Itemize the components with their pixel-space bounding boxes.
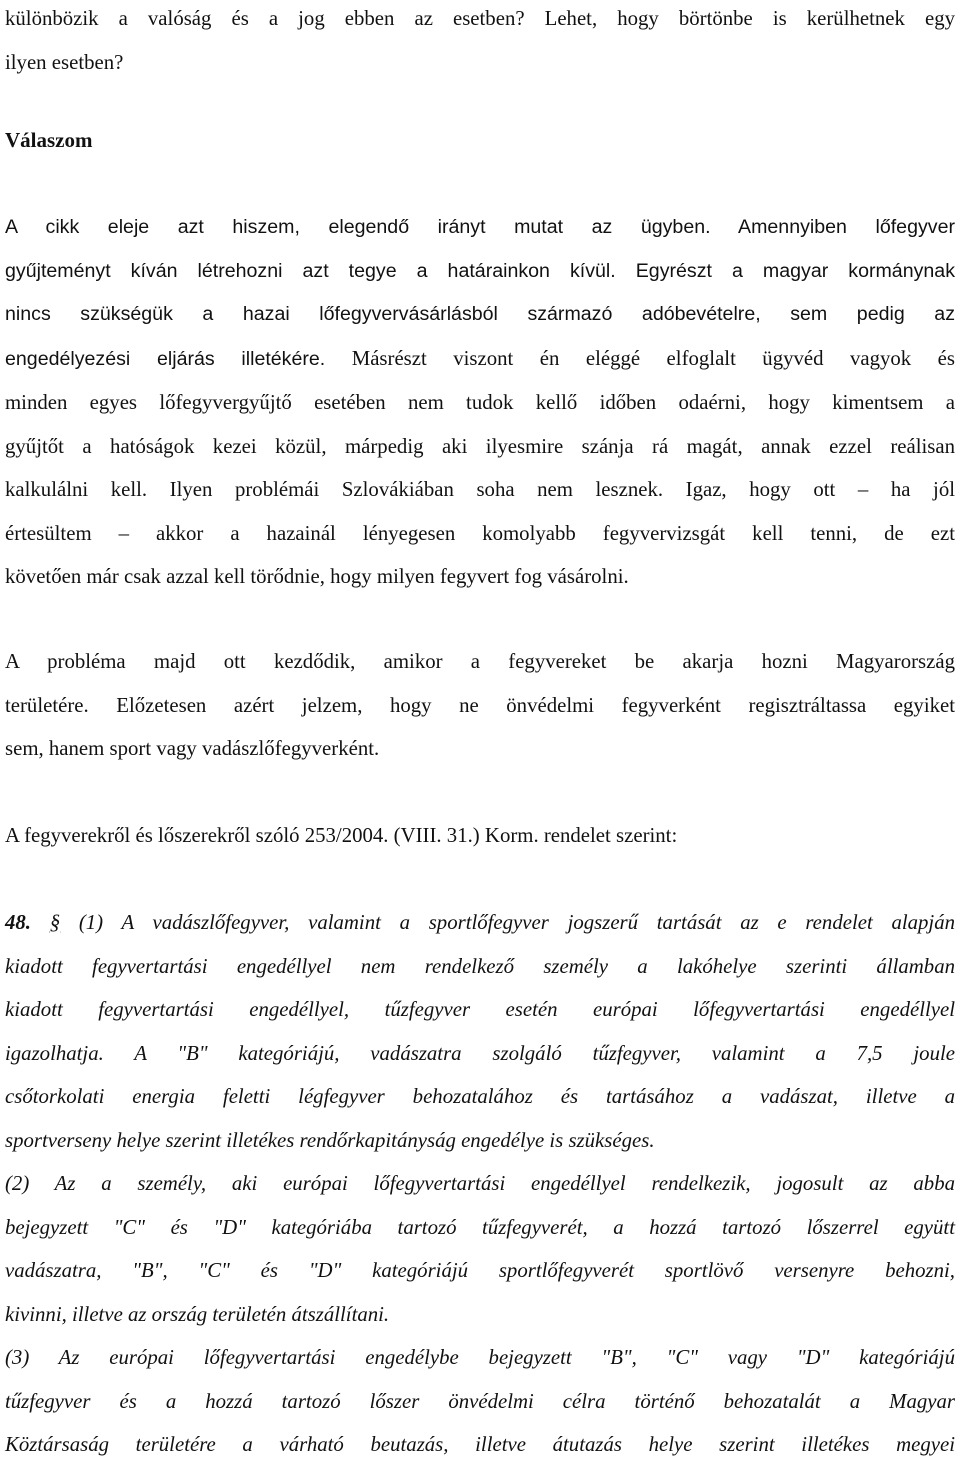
section48-p2-line-2: bejegyzett "C" és "D" kategóriába tartozó tűzfegyverét, a hozzá tartozó lőszerrel együtt — [5, 1215, 955, 1239]
paragraph1-line-1: A cikk eleje azt hiszem, elegendő irányt mutat az ügyben. Amennyiben lőfegyver — [5, 216, 955, 238]
section48-p2-line-3: vadászatra, "B", "C" és "D" kategóriájú sportlőfegyverét sportlövő versenyre behozni, — [5, 1259, 955, 1282]
paragraph1-line-2: gyűjteményt kíván létrehozni azt tegye a határainkon kívül. Egyrészt a magyar kormánynak — [5, 259, 955, 282]
section48-p1-line-1-text: (1) A vadászlőfegyver, valamint a sportlőfegyver jogszerű tartását az e rendelet alapján — [60, 911, 955, 934]
paragraph1-line-3: nincs szükségük a hazai lőfegyvervásárlásból származó adóbevételre, sem pedig az — [5, 303, 955, 325]
regulation-reference: A fegyverekről és lőszerekről szóló 253/2004. (VIII. 31.) Korm. rendelet szerint: — [5, 824, 678, 847]
paragraph2-line-2: területére. Előzetesen azért jelzem, hogy ne önvédelmi fegyverként regisztráltassa egyiket — [5, 693, 955, 717]
section48-p1-line-3: kiadott fegyvertartási engedéllyel, tűzfegyver esetén európai lőfegyvertartási engedéllyel — [5, 998, 955, 1021]
section-number: 48. — [5, 911, 31, 934]
section48-p1-line-4: igazolhatja. A "B" kategóriájú, vadászatra szolgáló tűzfegyver, valamint a 7,5 joule — [5, 1041, 955, 1065]
answer-heading: Válaszom — [5, 128, 93, 152]
paragraph1-line-4-serif: Másrészt viszont én eléggé elfoglalt ügyvéd vagyok és — [325, 346, 955, 370]
intro-question — [5, 0, 955, 84]
answer-paragraph-2 — [5, 640, 955, 771]
paragraph1-line-4 — [5, 337, 955, 382]
intro-line-1: különbözik a valóság és a jog ebben az esetben? Lehet, hogy börtönbe is kerülhetnek egy — [5, 7, 955, 30]
section48-p1-line-6: sportverseny helye szerint illetékes rendőrkapitányság engedélye is szükséges. — [5, 1128, 655, 1152]
section-48 — [5, 901, 955, 1460]
section48-p3-line-2: tűzfegyver és a hozzá tartozó lőszer önvédelmi célra történő behozatalát a Magyar — [5, 1389, 955, 1413]
paragraph1-line-9: követően már csak azzal kell törődnie, hogy milyen fegyvert fog vásárolni. — [5, 565, 629, 588]
section48-p1-line-1 — [5, 901, 955, 945]
section48-p3-line-1: (3) Az európai lőfegyvertartási engedélybe bejegyzett "B", "C" vagy "D" kategóriájú — [5, 1346, 955, 1369]
paragraph2-line-1: A probléma majd ott kezdődik, amikor a fegyvereket be akarja hozni Magyarország — [5, 650, 955, 673]
section48-p2-line-1: (2) Az a személy, aki európai lőfegyvertartási engedéllyel rendelkezik, jogosult az abba — [5, 1172, 955, 1195]
paragraph1-line-6: gyűjtőt a hatóságok kezei közül, márpedig aki ilyesmire szánja rá magát, annak ezzel reálisan — [5, 434, 955, 458]
paragraph2-line-3: sem, hanem sport vagy vadászlőfegyverként. — [5, 737, 380, 760]
section48-p2-line-4: kivinni, illetve az ország területén átszállítani. — [5, 1302, 390, 1326]
paragraph1-line-8: értesültem – akkor a hazainál lényegesen komolyabb fegyvervizsgát kell tenni, de ezt — [5, 521, 955, 545]
paragraph1-line-4-sans: engedélyezési eljárás illetékére. — [5, 347, 326, 370]
intro-line-2: ilyen esetben? — [5, 50, 124, 74]
answer-paragraph-1 — [5, 206, 955, 599]
section-sign: § — [49, 911, 61, 934]
section48-p1-line-5: csőtorkolati energia feletti légfegyver behozatalához és tartásához a vadászat, illetve a — [5, 1085, 955, 1108]
paragraph1-line-5: minden egyes lőfegyvergyűjtő esetében nem tudok kellő időben odaérni, hogy kimentsem a — [5, 391, 955, 414]
section48-p1-line-2: kiadott fegyvertartási engedéllyel nem rendelkező személy a lakóhelye szerinti államban — [5, 954, 955, 978]
section48-p3-line-3: Köztársaság területére a várható beutazás, illetve átutazás helye szerint illetékes megyei — [5, 1433, 955, 1456]
paragraph1-line-7: kalkulálni kell. Ilyen problémái Szlovákiában soha nem lesznek. Igaz, hogy ott – ha jól — [5, 478, 955, 501]
